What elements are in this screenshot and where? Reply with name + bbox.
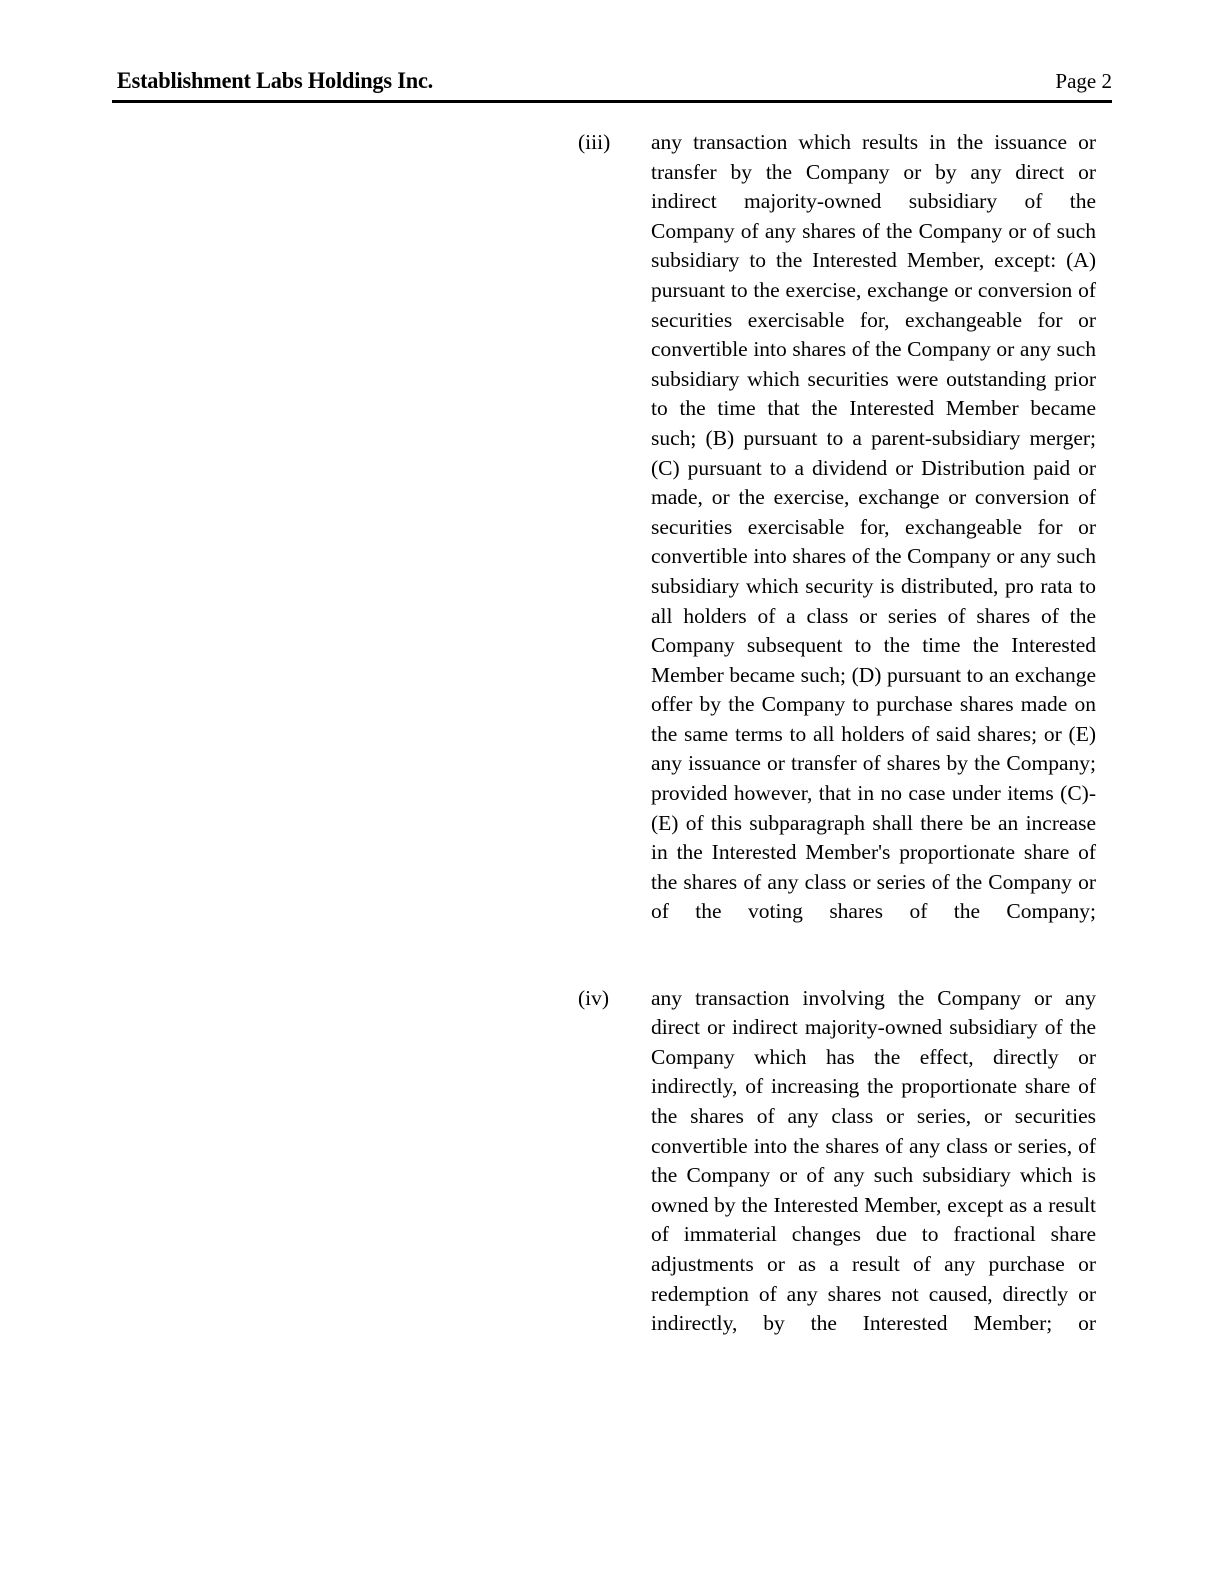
header-company-name: Establishment Labs Holdings Inc. [116,68,434,93]
page-header [112,68,1112,103]
clause-item [578,984,1096,1369]
clause-item [578,128,1096,957]
clause-marker: (iv) [578,985,610,1010]
clause-text: any transaction involving the Company or any direct or indirect majority-owned subsidiary of the Company which has the effect, directly or indirectly, of increasing the proportionate share of the shares of any class or series, or securities convertible into the shares of any class or series, of the Company or of any such subsidiary which is owned by the Interested Member, except as a result of immaterial changes due to fractional share adjustments or as a result of any purchase or redemption of any shares not caused, directly or indirectly, by the Interested Member; or [651,985,1096,1336]
clause-text: any transaction which results in the issuance or transfer by the Company or by any direct or indirect majority-owned subsidiary of the Company of any shares of the Company or of such subsidiary to the Interested Member, except: (A) pursuant to the exercise, exchange or conversion of securities exercisable for, exchangeable for or convertible into shares of the Company or any such subsidiary which securities were outstanding prior to the time that the Interested Member became such; (B) pursuant to a parent-subsidiary merger; (C) pursuant to a dividend or Distribution paid or made, or the exercise, exchange or conversion of securities exercisable for, exchangeable for or convertible into shares of the Company or any such subsidiary which security is distributed, pro rata to all holders of a class or series of shares of the Company subsequent to the time the Interested Member became such; (D) pursuant to an exchange offer by the Company to purchase shares made on the same terms to all holders of said shares; or (E) any issuance or transfer of shares by the Company; provided however, that in no case under items (C)-(E) of this subparagraph shall there be an increase in the Interested Member's proportionate share of the shares of any class or series of the Company or of the voting shares of the Company; [651,130,1096,924]
clause-list [578,128,1096,1368]
clause-marker: (iii) [578,130,611,154]
header-page-number: Page 2 [1055,69,1112,93]
